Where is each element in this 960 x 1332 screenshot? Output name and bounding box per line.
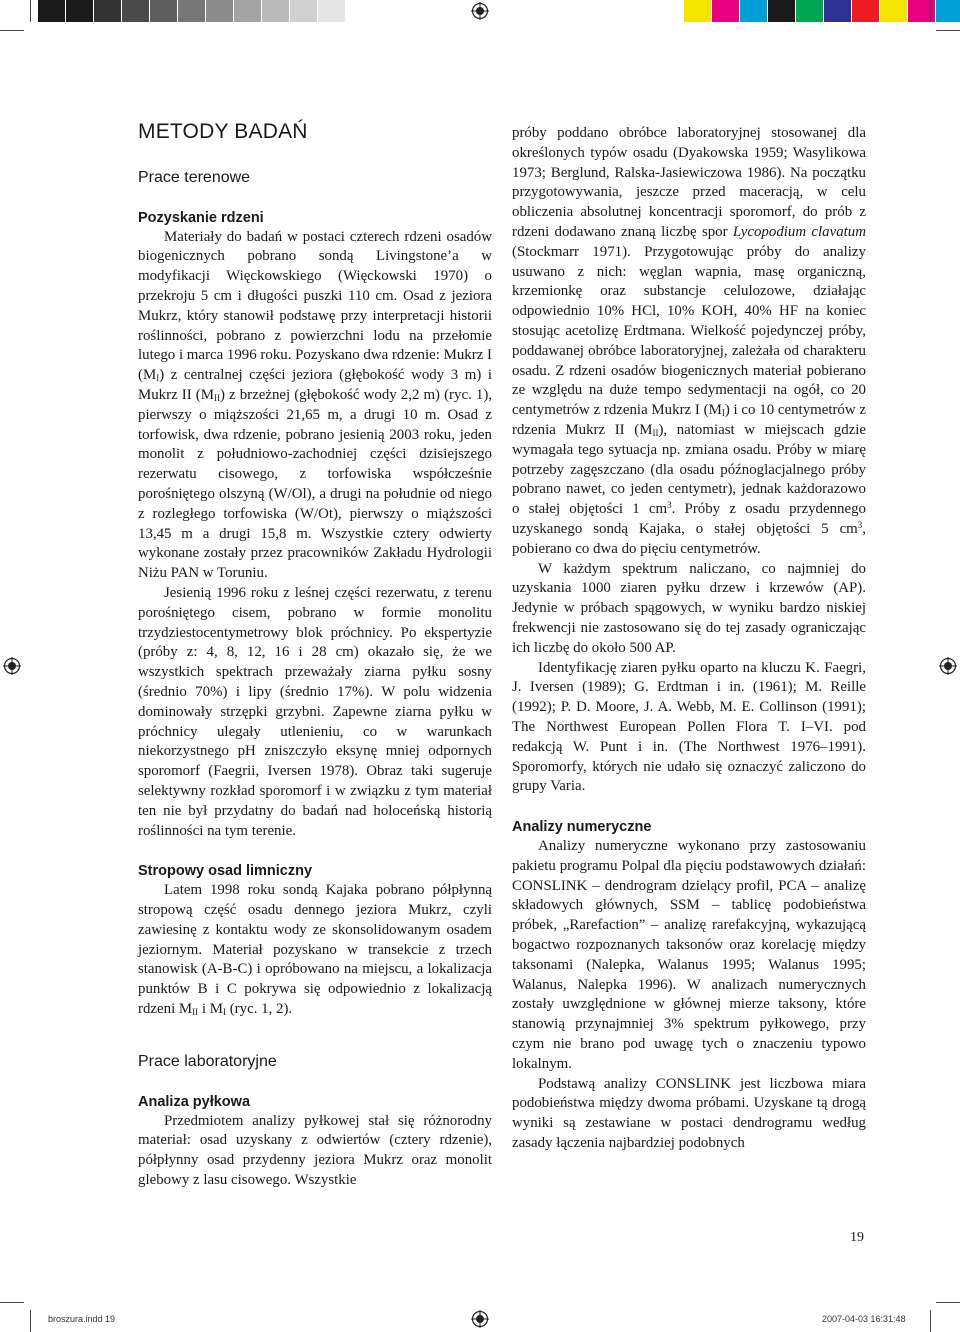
color-swatch — [684, 0, 711, 22]
lab-processing-paragraph: próby poddano obróbce laboratoryjnej stosowanej dla określonych typów osadu (Dyakowska 1959; Wasylikowa 1973; Berglund, Ralska-Jasiewiczowa 1986). Na początku przygotowywania, jeszcze przed maceracją, w celu obliczenia absolutnej koncentracji sporomorf, do prób z rdzeni dodawano znaną liczbę spor Lycopodium clavatum (Stockmarr 1971). Przygotowując próby do analizy usuwano z nich: węglan wapnia, masę organiczną, krzemionkę oraz substancje celulozowe, działając odpowiednio 10% HCl, 10% KOH, 40% HF na koniec stosując acetolizę Erdtmana. Wielkość pojedynczej próby, poddawanej obróbce laboratoryjnej, zależała od charakteru osadu. Z rdzeni osadów biogenicznych materiał pobierano ze względu na duże tempo sedymentacji na ogół, co 20 centymetrów z rdzenia Mukrz I $(M_I)$ i co 10 centymetrów z rdzenia Mukrz II $(M_{II})$, natomiast w miejscach gdzie wymagała tego sytuacja np. zmiana osadu. Próby w miarę potrzeby zagęszczano (dla osadu późnoglacjalnego próby pobrano nawet, co jeden centymetr), jednak każdorazowo o stałej objętości 1 $cm^3$. Próby z osadu przydennego uzyskanego sondą Kajaka, o stałej objętości 5 $cm^3$, pobierano co dwa do pięciu centymetrów. — [512, 125, 866, 557]
surface-sediment-heading: Stropowy osad limniczny — [138, 863, 313, 880]
humus-paragraph: Jesienią 1996 roku z leśnej części rezerwatu, z terenu porośniętego cisem, pobrano w formie monolitu trzydziestocentymetrowy blok próchnicy. Po ekspertyzie (próby z: 4, 8, 12, 16 i 28 cm) okazało się, że we wszystkich spektrach przeważały ziarna pyłku sosny (średnio 70%) i lipy (średnio 17%). W polu widzenia dominowały strzępki grzybni. Zapewne ziarna pyłku w próchnicy ulegały utlenieniu, co w warunkach niekorzystnego pH zniszczyło eksynę mniej odpornych sporomorf (Faegrii, Iversen 1978). Obraz taki sugeruje selektywny rozkład sporomorf i w związku z tym materiał ten nie był przydatny do badań nad holoceńską historią roślinności na tym terenie. — [138, 584, 492, 839]
grayscale-color-bar — [38, 0, 345, 22]
pollen-analysis-heading: Analiza pyłkowa — [138, 1093, 251, 1110]
section-title: METODY BADAŃ — [138, 120, 308, 143]
right-column — [512, 124, 866, 1154]
color-swatch — [824, 0, 851, 22]
color-swatch — [796, 0, 823, 22]
fieldwork-heading: Prace terenowe — [138, 168, 251, 186]
color-swatch — [94, 0, 121, 22]
slug-filename: broszura.indd 19 — [48, 1314, 116, 1324]
crop-mark — [930, 1310, 931, 1332]
color-swatch — [38, 0, 65, 22]
color-swatch — [740, 0, 767, 22]
registration-mark-icon — [939, 657, 957, 675]
crop-mark — [30, 1310, 31, 1332]
color-swatch — [206, 0, 233, 22]
registration-mark-icon — [471, 2, 489, 20]
registration-mark-icon — [3, 657, 21, 675]
color-swatch — [66, 0, 93, 22]
color-swatch — [290, 0, 317, 22]
slug-timestamp: 2007-04-03 16:31:48 — [822, 1314, 906, 1324]
conslink-paragraph: Podstawą analizy CONSLINK jest liczbowa miara podobieństwa między dwoma próbami. Uzyskane tą drogą wyniki są zestawiane w postaci dendrogramu według zasady łączenia najbardziej podobnych — [512, 1075, 866, 1152]
crop-mark — [30, 0, 31, 22]
color-swatch — [880, 0, 907, 22]
crop-mark — [930, 0, 931, 22]
identification-paragraph: Identyfikację ziaren pyłku oparto na kluczu K. Faegri, J. Iversen (1989); G. Erdtman i in. (1961); M. Reille (1992); P. D. Moore, J. A. Webb, M. E. Collinson (1991); The Northwest European Pollen Flora T. I–VI. pod redakcją W. Punt i in. (The Northwest 1976–1991). Sporomorfy, których nie udało się oznaczyć zaliczono do grupy Varia. — [512, 659, 866, 795]
numerical-analysis-paragraph: Analizy numeryczne wykonano przy zastosowaniu pakietu programu Polpal dla pięciu podstawowych działań: CONSLINK – dendrogram dzielący profil, PCA – analizę składowych głównych, SSM – tablicę podobieństwa próbek, „Rarefaction” – analizę rarefakcyjną, wykazującą bogactwo rozpoznanych taksonów oraz korelację między taksonami (Nalepka, Walanus 1995; Walanus 1995; Walanus, Nalepka 1996). W analizach numerycznych zostały uwzględnione w głównej mierze taksony, które stanowią przynajmniej 3% spektrum pyłkowego, przy czym nie brano pod uwagę tych o znaczeniu typowo lokalnym. — [512, 838, 866, 1072]
surface-sediment-paragraph: Latem 1998 roku sondą Kajaka pobrano półpłynną stropową część osadu dennego jeziora Mukrz, czyli zawiesinę z kontaktu wody ze skonsolidowanym osadem jeziornym. Materiał pozyskano w transekcie z trzech stanowisk (A-B-C) i opróbowano na miejscu, a lokalizacja punktów B i C pokrywa się odpowiednio z lokalizacją rdzeni $M_{II}$ i $M_I$ (ryc. 1, 2). — [138, 882, 492, 1018]
registration-mark-icon — [471, 1310, 489, 1328]
crop-mark — [0, 1302, 24, 1303]
color-swatch — [768, 0, 795, 22]
color-swatch — [852, 0, 879, 22]
color-swatch — [318, 0, 345, 22]
left-column — [138, 118, 492, 1191]
color-swatch — [234, 0, 261, 22]
color-swatch — [262, 0, 289, 22]
counting-paragraph: W każdym spektrum naliczano, co najmniej do uzyskania 1000 ziaren pyłku drzew i krzewów (AP). Jedynie w próbach spągowych, w wyniku bardzo niskiej frekwencji nie zastosowano się do tej zasady ograniczając ich liczbę do około 500 AP. — [512, 560, 866, 656]
crop-mark — [936, 1302, 960, 1303]
coring-paragraph: Materiały do badań w postaci czterech rdzeni osadów biogenicznych pobrano sondą Livingstone’a w modyfikacji Więckowskiego (Więckowski 1970) o przekroju 5 cm i długości puszki 110 cm. Osad z jeziora Mukrz, który stanowił podstawę przy interpretacji historii roślinności, pobrano z powierzchni lodu na przełomie lutego i marca 1996 roku. Pozyskano dwa rdzenie: Mukrz I $(M_I)$ z centralnej części jeziora (głębokość wody 3 m) i Mukrz II $(M_{II})$ z brzeżnej (głębokość wody 2,2 m) (ryc. 1), pierwszy o miąższości 21,65 m, a drugi 10 m. Osad z torfowisk, dwa rdzenie, pobrano jesienią 2003 roku, jeden monolit z południowo-zachodniej części dzisiejszego rezerwatu cisowego, z torfowiska współcześnie porośniętego olszyną (W/Ol), a drugi na południe od niego z rozległego torfowiska (W/Ot), pierwszy o miąższości 13,45 m a drugi 15,8 m. Wszystkie cztery odwierty wykonane zostały przez pracowników Zakładu Hydrologii Niżu PAN w Toruniu. — [138, 228, 492, 582]
color-swatch — [178, 0, 205, 22]
numerical-analysis-heading: Analizy numeryczne — [512, 819, 652, 836]
lab-work-heading: Prace laboratoryjne — [138, 1052, 277, 1070]
crop-mark — [936, 30, 960, 31]
crop-mark — [0, 30, 24, 31]
page-number: 19 — [850, 1230, 864, 1245]
color-swatch — [712, 0, 739, 22]
coring-heading: Pozyskanie rdzeni — [138, 209, 264, 226]
color-swatch — [122, 0, 149, 22]
color-swatch — [936, 0, 960, 22]
color-swatch — [150, 0, 177, 22]
pollen-analysis-paragraph: Przedmiotem analizy pyłkowej stał się różnorodny materiał: osad uzyskany z odwiertów (cztery rdzenie), półpłynny osad przydenny jeziora Mukrz oraz monolit glebowy z lasu cisowego. Wszystkie — [138, 1112, 492, 1189]
cmyk-color-bar — [684, 0, 960, 22]
